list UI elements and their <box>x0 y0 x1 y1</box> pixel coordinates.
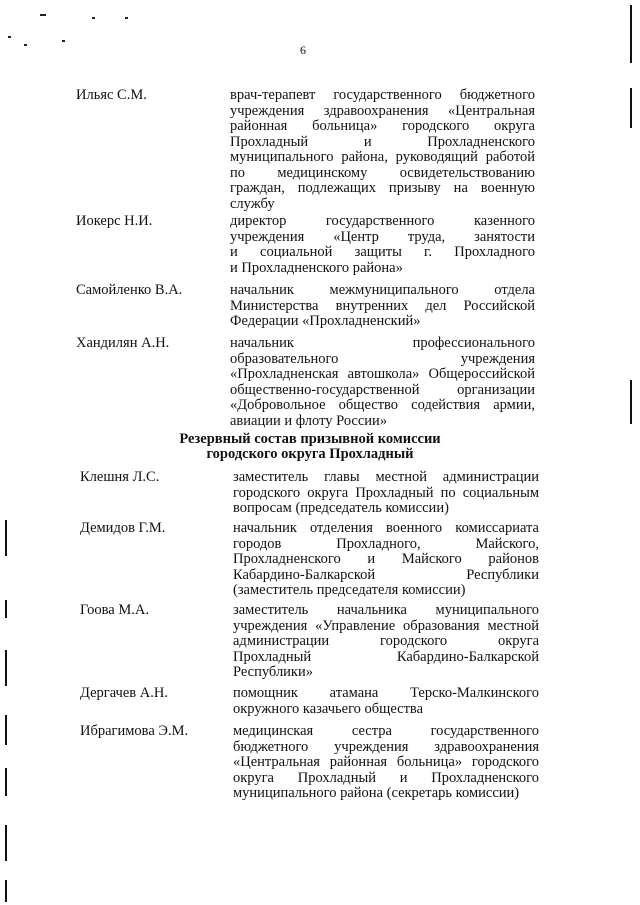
position-line: и социальной защиты г. Прохладного <box>230 244 535 260</box>
position-line: образовательного учреждения <box>230 350 535 367</box>
position-line: администрации городского округа <box>233 633 539 649</box>
scan-edge-line <box>630 88 632 128</box>
reserve-member-name: Ибрагимова Э.М. <box>80 723 189 739</box>
scan-edge-line <box>5 600 7 618</box>
position-line: Кабардино-Балкарской Республики <box>233 566 539 583</box>
scan-edge-line <box>5 768 7 796</box>
position-line: Прохладный Кабардино-Балкарской <box>233 648 539 665</box>
position-line: граждан, подлежащих призыву на военную <box>230 180 535 196</box>
scan-edge-line <box>630 5 632 63</box>
position-line: Республики» <box>233 664 313 680</box>
position-line: медицинская сестра государственного <box>233 723 539 739</box>
reserve-heading-line: городского округа Прохладный <box>206 446 414 462</box>
scan-mark <box>125 17 128 19</box>
position-line: вопросам (председатель комиссии) <box>233 500 449 516</box>
reserve-heading <box>130 432 490 462</box>
scan-mark <box>8 36 11 38</box>
position-line: заместитель главы местной администрации <box>233 469 539 485</box>
reserve-member-position <box>233 686 539 717</box>
position-line: районная больница» городского округа <box>230 118 535 134</box>
position-line: директор государственного казенного <box>230 213 535 229</box>
position-line: учреждения «Центр труда, занятости <box>230 228 535 245</box>
member-name: Иокерс Н.И. <box>76 213 153 229</box>
member-name: Самойленко В.А. <box>76 282 183 298</box>
reserve-member-name: Гоова М.А. <box>80 602 149 618</box>
position-line: (заместитель председателя комиссии) <box>233 582 466 598</box>
position-line: городов Прохладного, Майского, <box>233 535 539 552</box>
scan-edge-line <box>5 880 7 902</box>
position-line: авиации и флоту России» <box>230 412 388 429</box>
position-line: помощник атамана Терско-Малкинского <box>233 685 539 701</box>
member-position <box>230 214 535 276</box>
position-line: окружного казачьего общества <box>233 700 424 717</box>
position-line: службу <box>230 195 275 212</box>
member-position <box>230 88 535 212</box>
position-line: учреждения «Управление образования местной <box>233 617 539 634</box>
position-line: и Прохладненского района» <box>230 259 403 276</box>
position-line: общественно-государственной организации <box>230 381 535 398</box>
reserve-member-position <box>233 470 539 517</box>
reserve-member-name: Клешня Л.С. <box>80 469 160 485</box>
reserve-member-position <box>233 521 539 599</box>
scan-mark <box>62 40 65 42</box>
position-line: по медицинскому освидетельствованию <box>230 164 535 181</box>
member-name: Ильяс С.М. <box>76 87 147 103</box>
member-name: Хандилян А.Н. <box>76 335 170 351</box>
scan-mark <box>92 17 95 19</box>
reserve-member-position <box>233 603 539 681</box>
scan-edge-line <box>5 715 7 745</box>
position-line: заместитель начальника муниципального <box>233 602 539 618</box>
position-line: учреждения здравоохранения «Центральная <box>230 102 535 119</box>
position-line: Прохладненского и Майского районов <box>233 551 539 567</box>
position-line: Федерации «Прохладненский» <box>230 313 421 329</box>
reserve-member-position <box>233 724 539 802</box>
member-position <box>230 283 535 330</box>
position-line: муниципального района (секретарь комиссии) <box>233 785 520 801</box>
position-line: «Добровольное общество содействия армии, <box>230 397 535 413</box>
position-line: «Прохладненская автошкола» Общероссийской <box>230 366 535 382</box>
position-line: начальник отделения военного комиссариата <box>233 520 539 536</box>
member-position <box>230 336 535 429</box>
position-line: Министерства внутренних дел Российской <box>230 297 535 314</box>
reserve-member-name: Дергачев А.Н. <box>80 685 168 701</box>
scan-edge-line <box>5 650 7 686</box>
page-number: 6 <box>300 43 306 57</box>
position-line: начальник межмуниципального отдела <box>230 282 535 298</box>
reserve-heading-line: Резервный состав призывной комиссии <box>179 431 441 447</box>
reserve-member-name: Демидов Г.М. <box>80 520 166 536</box>
position-line: начальник профессионального <box>230 335 535 351</box>
scan-edge-line <box>5 520 7 556</box>
scan-mark <box>24 44 27 46</box>
scan-edge-line <box>630 380 632 424</box>
position-line: городского округа Прохладный по социальным <box>233 484 539 501</box>
scan-mark <box>40 14 46 16</box>
position-line: врач-терапевт государственного бюджетного <box>230 87 535 103</box>
position-line: Прохладный и Прохладненского <box>230 133 535 150</box>
position-line: «Центральная районная больница» городского <box>233 754 539 770</box>
position-line: бюджетного учреждения здравоохранения <box>233 738 539 755</box>
position-line: муниципального района, руководящий работой <box>230 149 535 165</box>
scan-edge-line <box>5 825 7 861</box>
position-line: округа Прохладный и Прохладненского <box>233 769 539 786</box>
